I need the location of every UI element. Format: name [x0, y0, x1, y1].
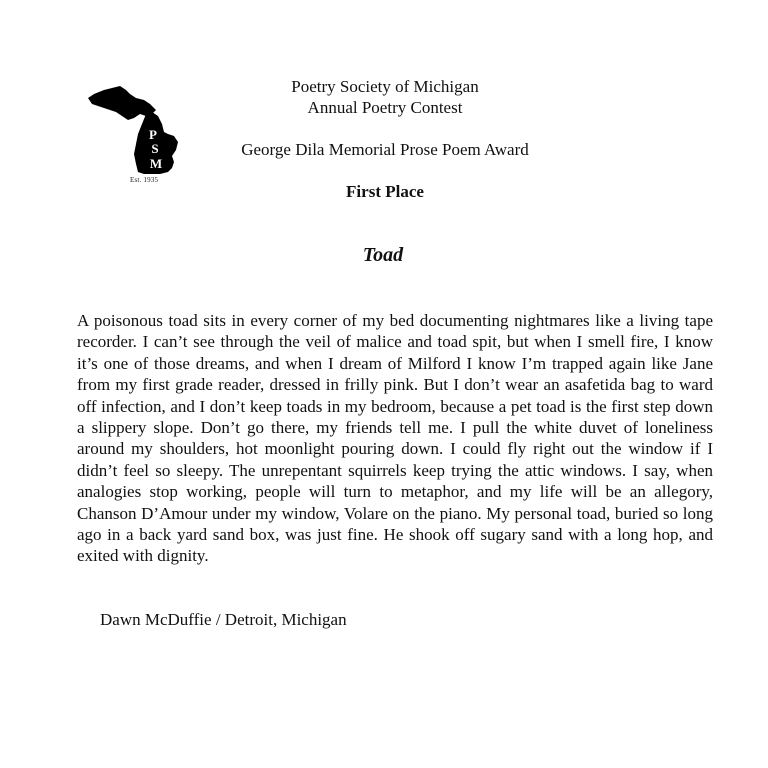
poem-title: Toad [362, 244, 404, 266]
poem-byline: Dawn McDuffie / Detroit, Michigan [100, 610, 347, 629]
psm-logo [86, 84, 186, 188]
poem-body: A poisonous toad sits in every corner of my bed documenting nightmares like a living tape recorder. I can’t see through the veil of malice and toad spit, but when I smell fire, I know it’s one of those dreams, and when I dream of Milford I know I’m trapped again like Jane from my first grade reader, dressed in frilly pink. But I don’t wear an asafetida bag to ward off infection, and I don’t keep toads in my bedroom, because a pet toad is the first step down a slippery slope. Don’t go there, my friends tell me. I pull the white duvet of loneliness around my shoulders, hot moonlight pouring down. I could fly right out the window if I didn’t feel so sleepy. The unrepentant squirrels keep trying the attic windows. I say, when analogies stop working, people will turn to metaphor, and my life will be an allegory, Chanson D’Amour under my window, Volare on the piano. My personal toad, buried so long ago in a back yard sand box, was just fine. He shook off sugary sand with a long hop, and exited with dignity. [77, 311, 713, 566]
organization-name: Poetry Society of Michigan [291, 77, 479, 96]
logo-letter-m: M [149, 156, 163, 171]
michigan-map-icon [86, 84, 186, 180]
logo-letter-s: S [151, 141, 159, 156]
contest-name: Annual Poetry Contest [307, 98, 463, 117]
place-heading: First Place [346, 182, 424, 201]
logo-established: Est. 1935 [130, 176, 159, 184]
award-name: George Dila Memorial Prose Poem Award [241, 140, 529, 159]
logo-letter-p: P [149, 127, 157, 142]
